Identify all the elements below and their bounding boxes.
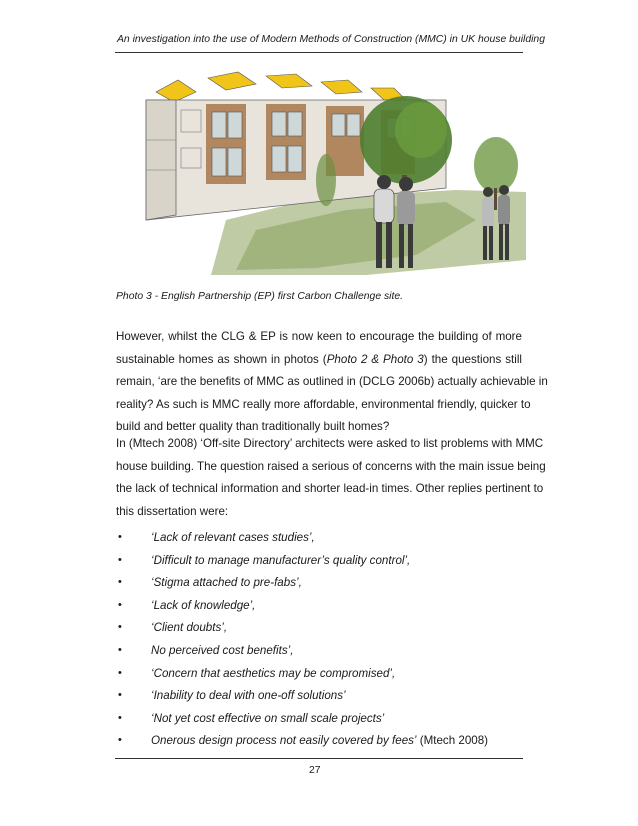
bullet-glyph: • xyxy=(118,553,122,566)
list-item xyxy=(116,621,522,644)
list-item-text xyxy=(151,712,384,725)
paragraph-line: sustainable homes as shown in photos (Photo 2 & Photo 3) the questions still xyxy=(116,352,523,366)
list-item-text xyxy=(151,734,488,747)
list-item-text xyxy=(151,621,227,634)
paragraph-line: the lack of technical information and shorter lead-in times. Other replies pertinent to xyxy=(116,482,544,495)
list-item-text xyxy=(151,599,255,612)
paragraph-benefits xyxy=(116,326,548,439)
building-illustration xyxy=(116,70,526,282)
bullet-glyph: • xyxy=(118,598,122,611)
figure-caption: Photo 3 - English Partnership (EP) first Carbon Challenge site. xyxy=(116,291,404,302)
bullet-glyph: • xyxy=(118,576,122,589)
paragraph-line: remain, ‘are the benefits of MMC as outlined in (DCLG 2006b) actually achievable in xyxy=(116,375,548,388)
list-item-quote: ‘Lack of relevant cases studies’, xyxy=(151,531,315,544)
paragraph-line: However, whilst the CLG & EP is now keen to encourage the building of more xyxy=(116,330,522,343)
list-item xyxy=(116,599,522,622)
list-item-text xyxy=(151,667,395,680)
paragraph-line: build and better quality than traditionally built homes? xyxy=(116,420,390,433)
list-item-quote: No perceived cost benefits’, xyxy=(151,643,294,657)
list-item-text xyxy=(151,554,410,567)
list-item xyxy=(116,554,522,577)
list-item-quote: ‘Stigma attached to pre-fabs’, xyxy=(151,576,302,590)
photo-ref: Photo 2 & Photo 3 xyxy=(326,352,424,366)
bullet-glyph: • xyxy=(118,734,122,747)
paragraph-line: this dissertation were: xyxy=(116,504,229,518)
list-item-quote: ‘Concern that aesthetics may be compromised’, xyxy=(151,666,396,680)
list-item xyxy=(116,531,522,554)
paragraph-line: house building. The question raised a serious of concerns with the main issue being xyxy=(116,459,546,473)
list-item-quote: Onerous design process not easily covered by fees’ xyxy=(151,734,417,748)
list-item xyxy=(116,734,522,757)
bullet-glyph: • xyxy=(118,643,122,656)
list-item xyxy=(116,712,522,735)
bullet-glyph: • xyxy=(118,666,122,679)
header-rule xyxy=(115,52,523,53)
list-item-quote: ‘Lack of knowledge’, xyxy=(151,598,256,612)
bullet-glyph: • xyxy=(118,621,122,634)
list-item-quote: ‘Difficult to manage manufacturer’s quality control’, xyxy=(151,553,411,567)
list-item xyxy=(116,689,522,712)
running-header: An investigation into the use of Modern Methods of Construction (MMC) in UK house building xyxy=(117,34,545,45)
footer-rule xyxy=(115,758,523,759)
list-item-text xyxy=(151,576,302,589)
paragraph-offsite-directory xyxy=(116,433,546,523)
paragraph-line: In (Mtech 2008) ‘Off-site Directory’ architects were asked to list problems with MMC xyxy=(116,437,544,450)
concerns-list xyxy=(116,531,522,757)
paragraph-line: reality? As such is MMC really more affordable, environmental friendly, quicker to xyxy=(116,397,531,411)
bullet-glyph: • xyxy=(118,711,122,724)
bullet-glyph: • xyxy=(118,689,122,702)
list-item xyxy=(116,667,522,690)
list-item-text xyxy=(151,531,315,544)
list-item-quote: ‘Not yet cost effective on small scale projects’ xyxy=(151,711,385,725)
list-item xyxy=(116,644,522,667)
list-item xyxy=(116,576,522,599)
page-number: 27 xyxy=(309,765,321,776)
list-item-text xyxy=(151,644,293,657)
list-item-text xyxy=(151,689,346,702)
list-item-quote: ‘Client doubts’, xyxy=(151,621,228,635)
bullet-glyph: • xyxy=(118,531,122,543)
list-item-citation: (Mtech 2008) xyxy=(416,734,489,748)
list-item-quote: ‘Inability to deal with one-off solutions’ xyxy=(151,689,346,703)
